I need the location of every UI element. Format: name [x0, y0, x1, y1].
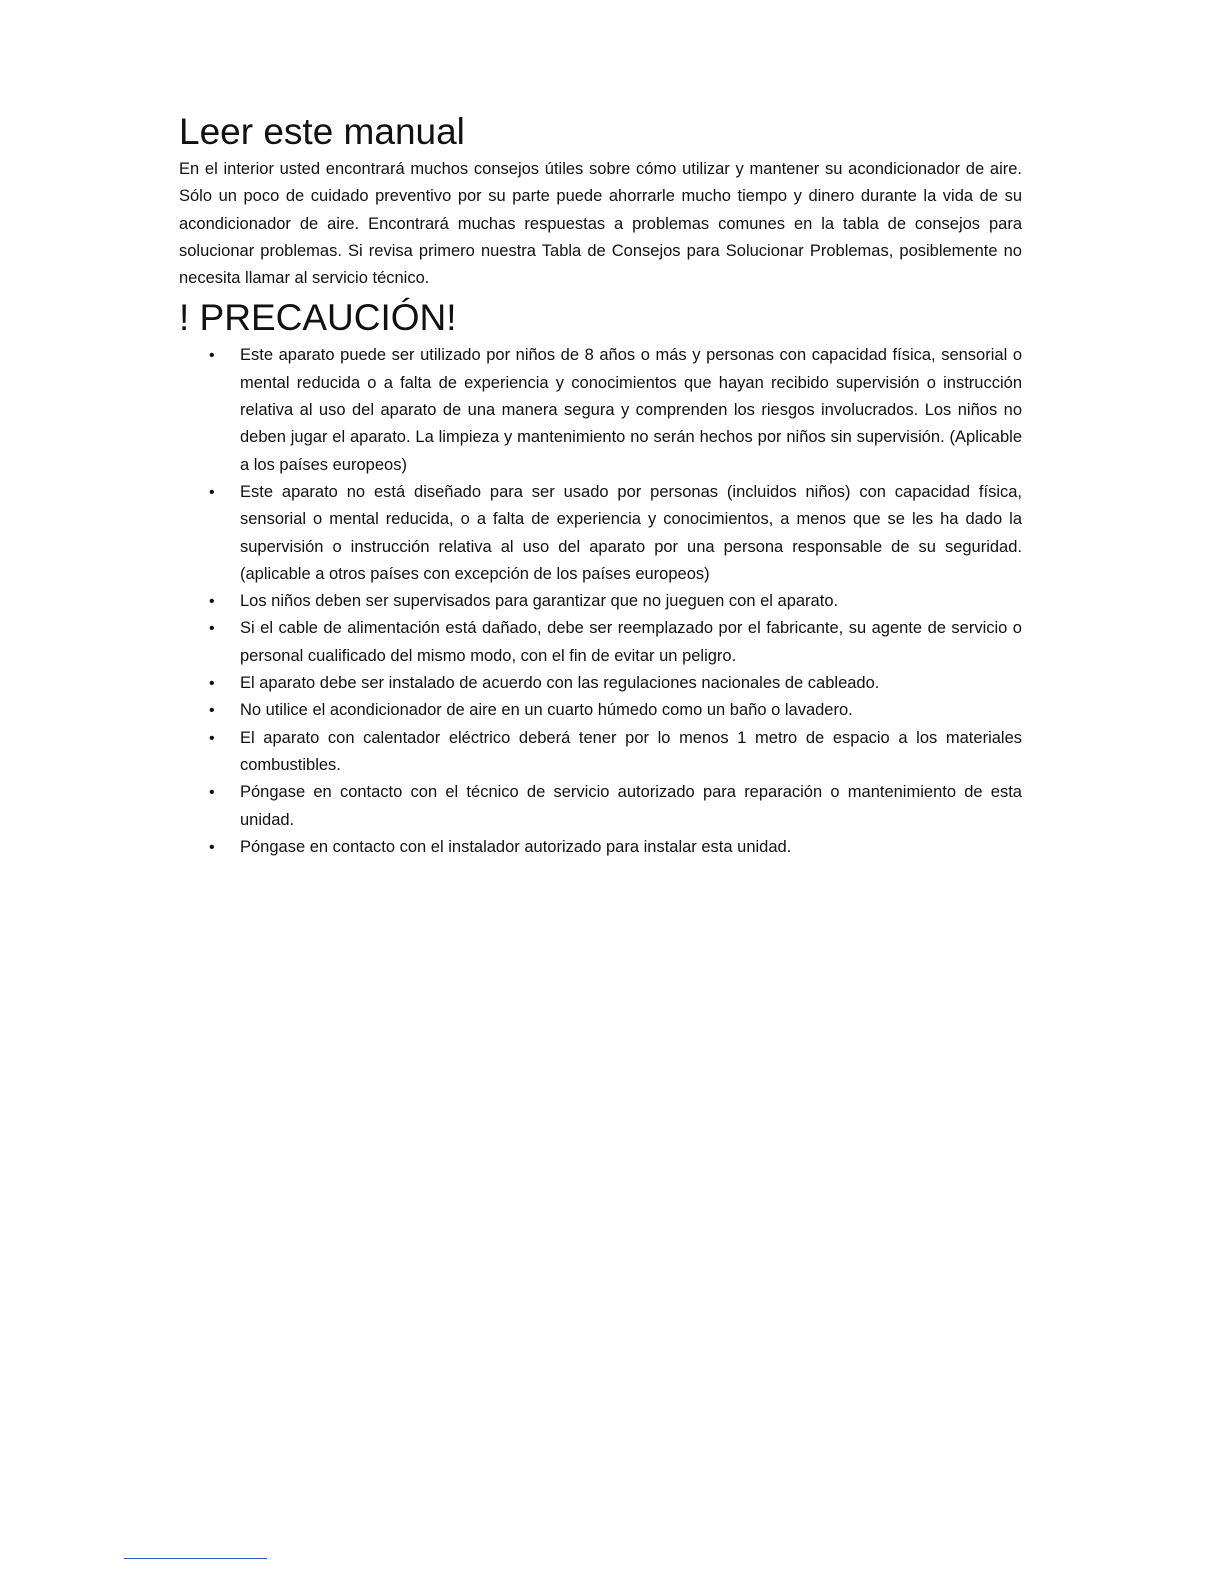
list-item-text: No utilice el acondicionador de aire en un cuarto húmedo como un baño o lavadero. — [240, 701, 853, 720]
list-item-text: Póngase en contacto con el instalador autorizado para instalar esta unidad. — [240, 837, 792, 856]
section-title-caution: ! PRECAUCIÓN! — [179, 297, 457, 339]
list-item-text: Póngase en contacto con el técnico de servicio autorizado para reparación o mantenimiento de esta unidad. — [240, 783, 1022, 829]
list-item-text: Si el cable de alimentación está dañado, debe ser reemplazado por el fabricante, su agente de servicio o personal cualificado del mismo modo, con el fin de evitar un peligro. — [240, 619, 1022, 665]
intro-paragraph: En el interior usted encontrará muchos consejos útiles sobre cómo utilizar y mantener su acondicionador de aire. Sólo un poco de cuidado preventivo por su parte puede ahorrarle mucho tiempo y dinero durante la vida de su acondicionador de aire. Encontrará muchas respuestas a problemas comunes en la tabla de consejos para solucionar problemas. Si revisa primero nuestra Tabla de Consejos para Solucionar Problemas, posiblemente no necesita llamar al servicio técnico. — [179, 160, 1022, 288]
list-item — [179, 588, 1022, 615]
list-item — [179, 697, 1022, 724]
list-item-text: Este aparato no está diseñado para ser usado por personas (incluidos niños) con capacidad física, sensorial o mental reducida, o a falta de experiencia y conocimientos, a menos que se les ha dado la supervisión o instrucción relativa al uso del aparato por una persona responsable de su seguridad. (aplicable a otros países con excepción de los países europeos) — [240, 482, 1022, 583]
list-item-text: Los niños deben ser supervisados para garantizar que no jueguen con el aparato. — [240, 592, 839, 611]
list-item — [179, 479, 1022, 588]
list-item — [179, 834, 1022, 861]
list-item — [179, 670, 1022, 697]
list-item — [179, 342, 1022, 478]
list-item — [179, 615, 1022, 670]
section-title-read-manual: Leer este manual — [179, 111, 465, 152]
bullet-icon: • — [209, 702, 215, 720]
document-page — [179, 108, 1022, 861]
bullet-icon: • — [209, 838, 215, 856]
bullet-icon: • — [209, 347, 215, 365]
footnote-separator — [124, 1558, 267, 1559]
list-item — [179, 779, 1022, 834]
list-item-text: El aparato debe ser instalado de acuerdo con las regulaciones nacionales de cableado. — [240, 674, 880, 693]
caution-list — [179, 342, 1022, 861]
bullet-icon: • — [209, 784, 215, 802]
bullet-icon: • — [209, 729, 215, 747]
bullet-icon: • — [209, 483, 215, 501]
list-item — [179, 725, 1022, 780]
list-item-text: El aparato con calentador eléctrico deberá tener por lo menos 1 metro de espacio a los materiales combustibles. — [240, 728, 1022, 774]
bullet-icon: • — [209, 620, 215, 638]
list-item-text: Este aparato puede ser utilizado por niños de 8 años o más y personas con capacidad física, sensorial o mental reducida o a falta de experiencia y conocimientos que hayan recibido supervisión o instrucción relativa al uso del aparato de una manera segura y comprenden los riesgos involucrados. Los niños no deben jugar el aparato. La limpieza y mantenimiento no serán hechos por niños sin supervisión. (Aplicable a los países europeos) — [240, 346, 1022, 474]
bullet-icon: • — [209, 675, 215, 693]
bullet-icon: • — [209, 593, 215, 611]
